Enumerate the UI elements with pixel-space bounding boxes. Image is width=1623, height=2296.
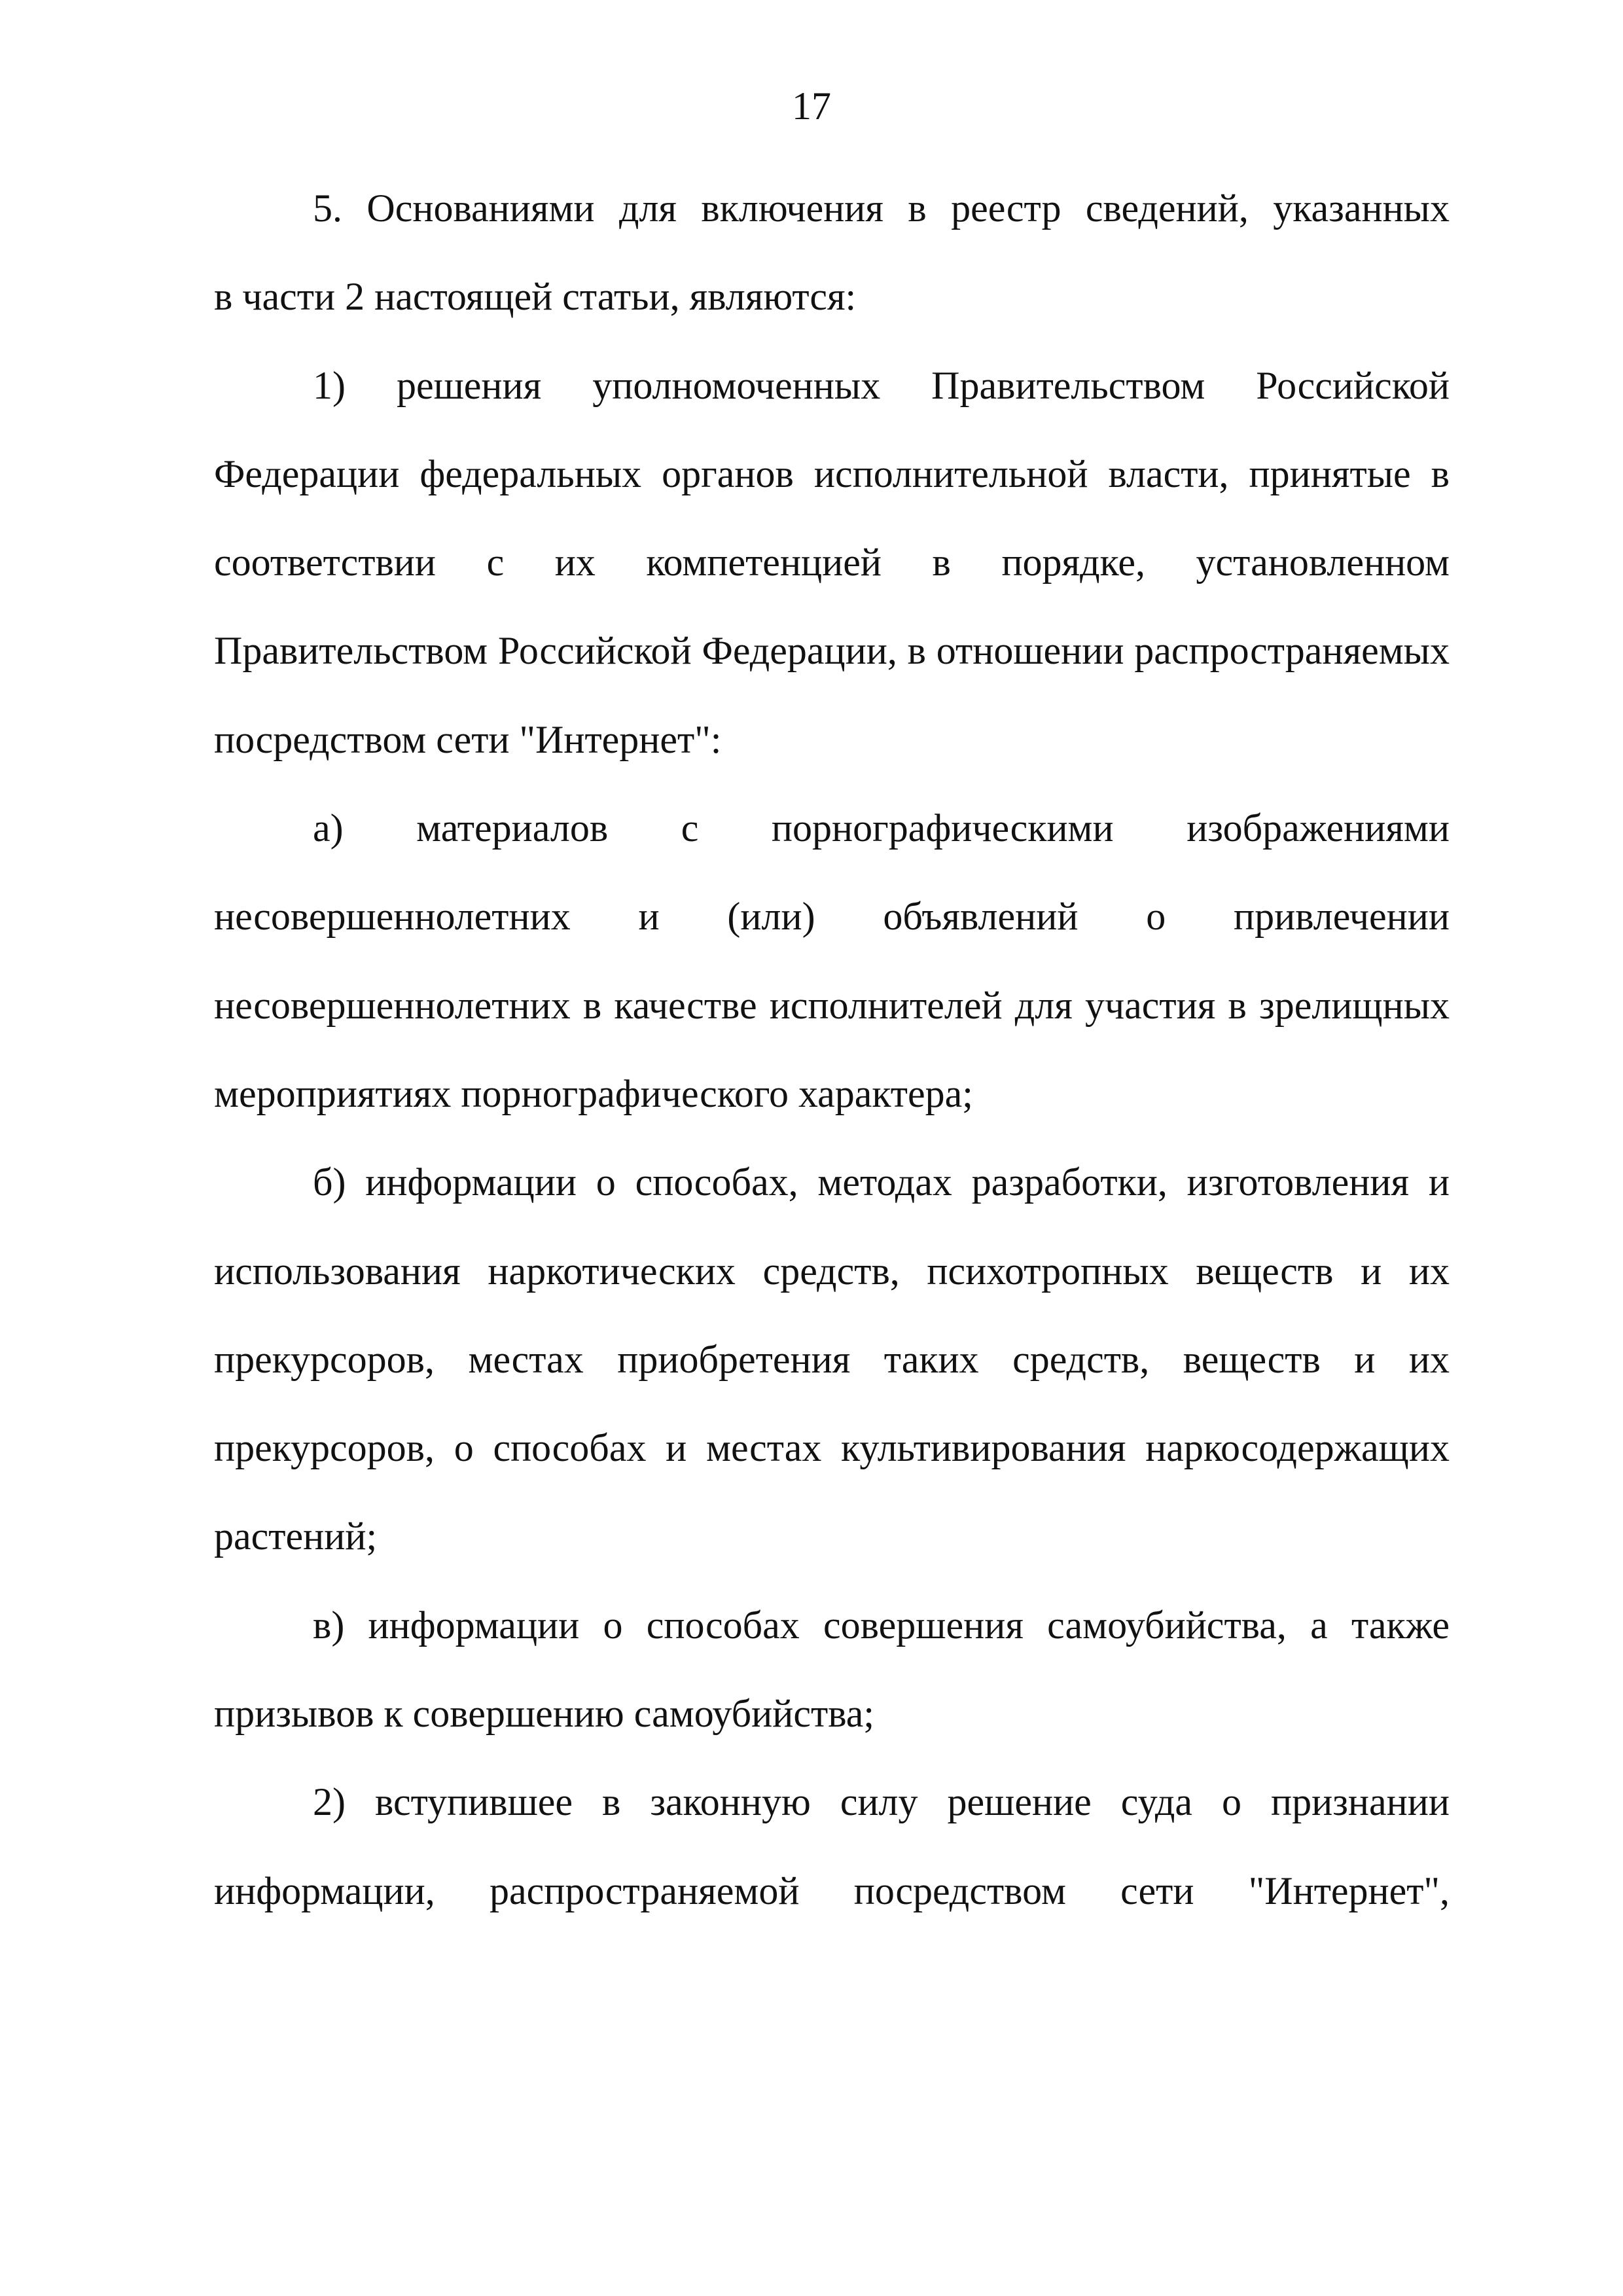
text-line: информации, распространяемой посредством сети "Интернет", [214, 1869, 1450, 1912]
text-line: 5. Основаниями для включения в реестр сведений, указанных [313, 187, 1450, 230]
text-line: б) информации о способах, методах разработки, изготовления и [313, 1160, 1450, 1204]
text-line: прекурсоров, о способах и местах культивирования наркосодержащих [214, 1426, 1450, 1470]
text-line: прекурсоров, местах приобретения таких средств, веществ и их [214, 1337, 1450, 1381]
text-line: 2) вступившее в законную силу решение суда о признании [313, 1780, 1450, 1824]
text-line: призывов к совершению самоубийства; [214, 1692, 875, 1736]
text-line: в части 2 настоящей статьи, являются: [214, 275, 857, 319]
text-line: 1) решения уполномоченных Правительством Российской [313, 363, 1450, 407]
document-body [214, 175, 1450, 1946]
text-line: растений; [214, 1515, 378, 1558]
text-line: посредством сети "Интернет": [214, 717, 722, 761]
page-number: 17 [792, 84, 831, 128]
text-line: несовершеннолетних в качестве исполнителей для участия в зрелищных [214, 983, 1450, 1027]
text-line: а) материалов с порнографическими изображениями [313, 806, 1450, 850]
text-line: в) информации о способах совершения самоубийства, а также [313, 1603, 1450, 1647]
text-line: Федерации федеральных органов исполнительной власти, принятые в [214, 452, 1450, 495]
text-line: использования наркотических средств, психотропных веществ и их [214, 1249, 1450, 1293]
text-line: мероприятиях порнографического характера; [214, 1071, 973, 1115]
text-line: соответствии с их компетенцией в порядке, установленном [214, 541, 1450, 584]
text-line: Правительством Российской Федерации, в отношении распространяемых [214, 629, 1450, 673]
text-line: несовершеннолетних и (или) объявлений о привлечении [214, 895, 1450, 939]
